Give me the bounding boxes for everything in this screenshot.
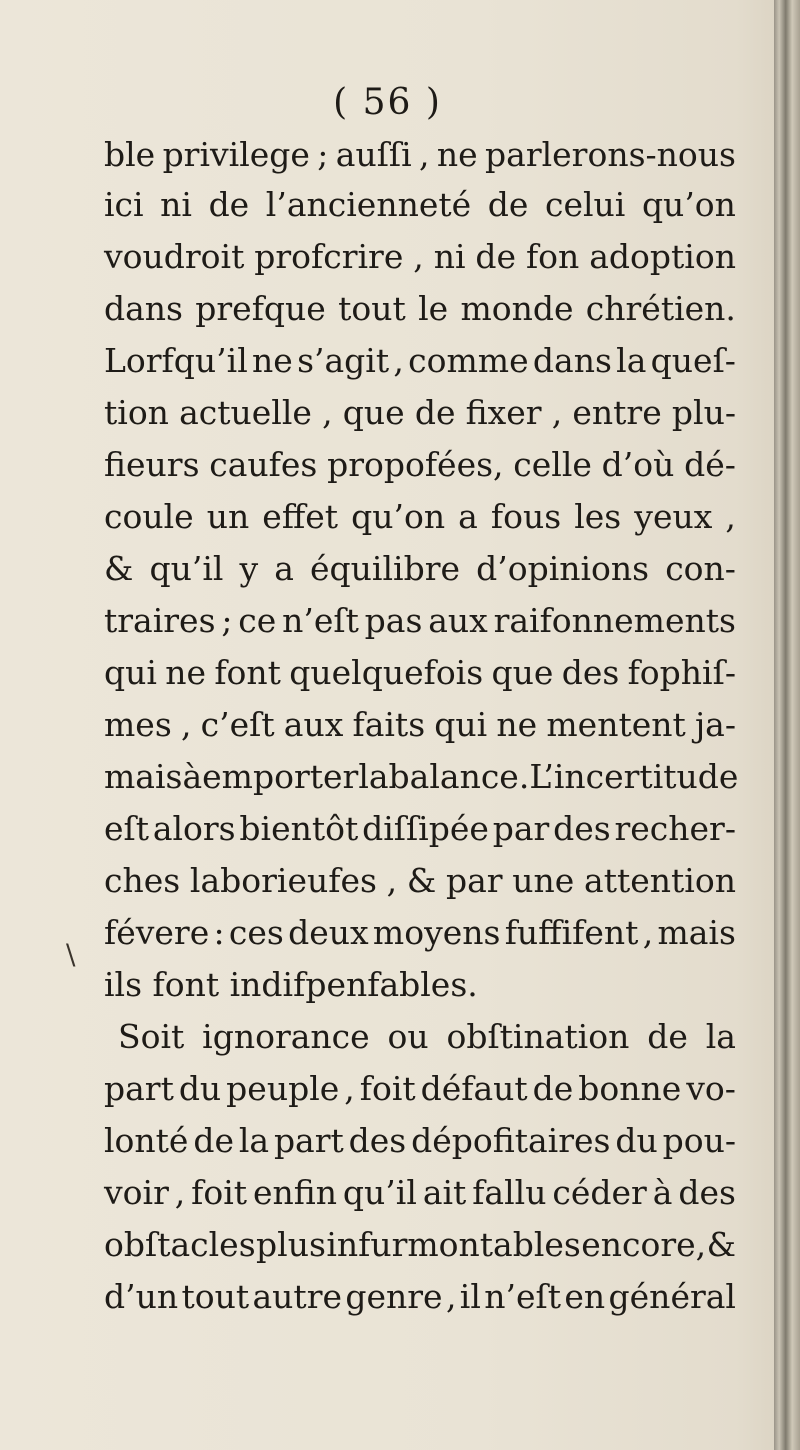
text-line: févere : ces deux moyens fuffifent , mais bbox=[104, 913, 736, 952]
text-line: lonté de la part des dépofitaires du pou- bbox=[104, 1121, 736, 1160]
text-line: traires ; ce n’eſt pas aux raifonnements bbox=[104, 601, 736, 640]
text-line: voudroit profcrire , ni de fon adoption bbox=[104, 237, 736, 276]
text-line: ches laborieufes , & par une attention bbox=[104, 861, 736, 900]
text-line: part du peuple , foit défaut de bonne vo- bbox=[104, 1069, 736, 1108]
text-line: Soit ignorance ou obſtination de la bbox=[118, 1017, 736, 1056]
page-number: ( 56 ) bbox=[333, 82, 442, 123]
text-line: fieurs caufes propofées, celle d’où dé- bbox=[104, 445, 736, 484]
text-line: tion actuelle , que de fixer , entre plu- bbox=[104, 393, 736, 432]
text-line: d’un tout autre genre , il n’eſt en général bbox=[104, 1277, 736, 1316]
margin-mark: \ bbox=[66, 938, 76, 971]
text-line: ble privilege ; auſſi , ne parlerons-nous bbox=[104, 135, 736, 174]
text-line: eſt alors bientôt diſſipée par des recher- bbox=[104, 809, 736, 848]
text-line: & qu’il y a équilibre d’opinions con- bbox=[104, 549, 736, 588]
text-line: mes , c’eſt aux faits qui ne mentent ja- bbox=[104, 705, 736, 744]
text-line: coule un effet qu’on a fous les yeux , bbox=[104, 497, 736, 536]
text-line: dans prefque tout le monde chrétien. bbox=[104, 289, 736, 328]
text-line: mais à emporter la balance. L’incertitude bbox=[104, 757, 739, 796]
text-line: qui ne font quelquefois que des fophiſ- bbox=[104, 653, 736, 692]
text-line: ils font indifpenfables. bbox=[104, 965, 478, 1004]
text-line: Lorfqu’il ne s’agit , comme dans la queſ- bbox=[104, 341, 736, 380]
text-line: ici ni de l’ancienneté de celui qu’on bbox=[104, 185, 736, 224]
text-line: obſtacles plus infurmontables encore, & bbox=[104, 1225, 736, 1264]
text-line: voir , foit enfin qu’il ait fallu céder à des bbox=[104, 1173, 736, 1212]
